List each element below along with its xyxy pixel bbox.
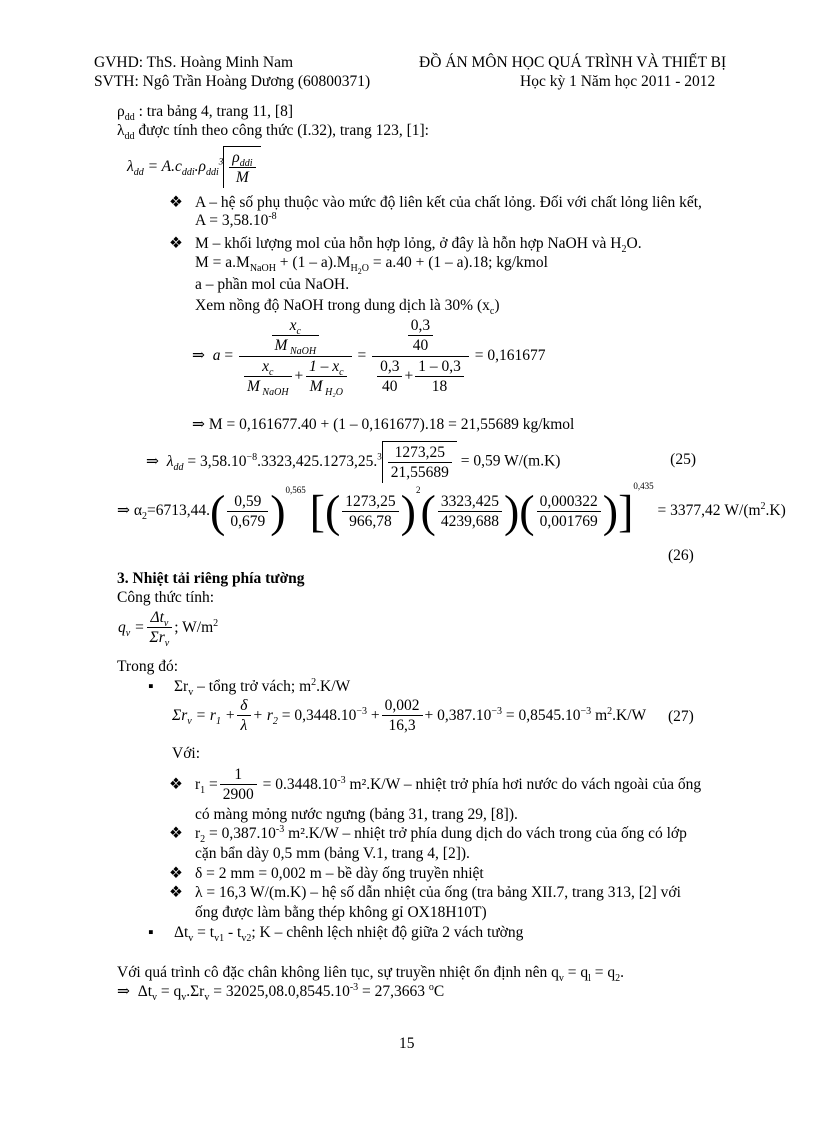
alpha-formula: ⇒ $\alpha_2=6713,44$.( $\frac{0,59}{0,679}$ )$^{0,565}$ [( $\frac{1273,25}{966,78}$ )$^2$( $\frac{3323,425}{4239,688}$ )( $\frac{0,000322}{0,001769}$ )]$^{0,435}$ = 3377,42 $W/(m^2.K)$: [117, 481, 786, 537]
page-number: 15: [399, 1035, 415, 1052]
lambda-numeric: ⇒ $\lambda_{dd} = 3,58.10^{-8}.3323,425.1273,25.^3$ $\frac{1273,25}{21,55689}$ = 0,59 W/(m.K): [146, 441, 560, 483]
lambda-steel-line: ❖ λ = 16,3 W/(m.K) – hệ số dẫn nhiệt của ống (tra bảng XII.7, trang 313, [2] với: [169, 884, 681, 901]
header-gvhd: GVHD: ThS. Hoàng Minh Nam: [94, 54, 294, 71]
qv-formula: $q_v$ = $\frac{\Delta t_v}{\Sigma r_v}$ ; $W/m^2$: [118, 609, 219, 650]
m-formula: $M = a.M_{NaOH} + (1 - a).M_{H_2O} = a.40 + (1 - a).18$; kg/kmol: [195, 254, 548, 277]
voi-label: Với:: [172, 745, 201, 762]
sum-r-definition: ▪ $\Sigma r_v$ – tổng trở vách; $m^2.K/W$: [148, 676, 351, 699]
eq-25: (25): [670, 451, 696, 468]
bullet-a: ❖ A – hệ số phụ thuộc vào mức độ liên kết của chất lỏng. Đối với chất lỏng liên kết,: [169, 194, 702, 211]
header-term: Học kỳ 1 Năm học 2011 - 2012: [520, 73, 716, 90]
rho-line: $\rho_{dd}$ : tra bảng 4, trang 11, [8]: [117, 103, 294, 124]
eq-27: (27): [668, 708, 694, 725]
r1-desc2: có màng mỏng nước ngưng (bảng 31, trang 29, [8]).: [195, 806, 518, 823]
cong-thuc: Công thức tính:: [117, 589, 215, 606]
process-line: Với quá trình cô đặc chân không liên tục, sự truyền nhiệt ổn định nên $q_v = q_l = q_2$.: [117, 964, 625, 985]
a-formula: ⇒ a = $\frac{x_c}{M _{NaOH}}$ $\frac{x_c}{M _{NaOH}}$ + $\frac{1 - x_c}{M _{H_2O}}$ = $\frac{0,3}{40}$ $\frac{0,3}{40}$ + $\frac{1 - 0,3}{18}$ = 0,161677: [192, 317, 546, 399]
a-definition: a – phần mol của NaOH.: [195, 276, 350, 293]
trong-do: Trong đó:: [117, 658, 179, 675]
concentration: Xem nồng độ NaOH trong dung dịch là 30% $(x_c)$: [195, 297, 500, 318]
delta-line: ❖ δ = 2 mm = 0,002 m – bề dày ống truyền nhiệt: [169, 865, 484, 882]
m-result: ⇒ M = 0,161677.40 + (1 – 0,161677).18 = 21,55689 kg/kmol: [192, 416, 575, 433]
lambda-line: $\lambda_{dd}$ được tính theo công thức (I.32), trang 123, [1]:: [117, 122, 429, 143]
r1-line: ❖ $r_1$ = $\frac{1}{2900}$ = $0.3448.10^{-3}$ m².K/W – nhiệt trở phía hơi nước do vách ngoài của ống: [169, 766, 702, 804]
lambda-steel-line2: ống được làm bằng thép không gỉ OX18H10T): [195, 904, 487, 921]
sum-r-formula: $\Sigma r_v = r_1$ + $\frac{\delta}{\lambda}$ + $r_2 = 0,3448.10^{-3}$ + $\frac{0,002}{16,3}$ + $0,387.10^{-3} = 0,8545.10^{-3}$ $m^2.K/W$: [172, 697, 647, 735]
header-svth: SVTH: Ngô Trần Hoàng Dương (60800371): [94, 73, 371, 90]
bullet-a-value: $A = 3,58.10^{-8}$: [195, 210, 277, 229]
bullet-m: ❖ M – khối lượng mol của hỗn hợp lỏng, ở đây là hỗn hợp NaOH và $H_2O$.: [169, 235, 642, 256]
r2-line2: cặn bẩn dày 0,5 mm (bảng V.1, trang 4, [2]).: [195, 845, 470, 862]
eq-26: (26): [668, 547, 694, 564]
r2-line: ❖ $r_2 = 0,387.10^{-3}$ m².K/W – nhiệt trở phía dung dịch do vách trong của ống có lớp: [169, 823, 687, 846]
lambda-formula: $\lambda_{dd} = A.c_{ddi}.\rho_{ddi}^3$ $\frac{\rho_{ddi}}{M}$: [127, 146, 261, 188]
dt-line: ▪ $\Delta t_v = t_{v1} - t_{v2}$; K – chênh lệch nhiệt độ giữa 2 vách tường: [148, 924, 524, 945]
final-line: ⇒ $\Delta t_v = q_v.\Sigma r_v = 32025,08.0,8545.10^{-3} = 27,3663$ $^o$C: [117, 981, 445, 1004]
section-3-title: 3. Nhiệt tải riêng phía tường: [117, 570, 305, 587]
header-course: ĐỒ ÁN MÔN HỌC QUÁ TRÌNH VÀ THIẾT BỊ: [419, 54, 727, 71]
